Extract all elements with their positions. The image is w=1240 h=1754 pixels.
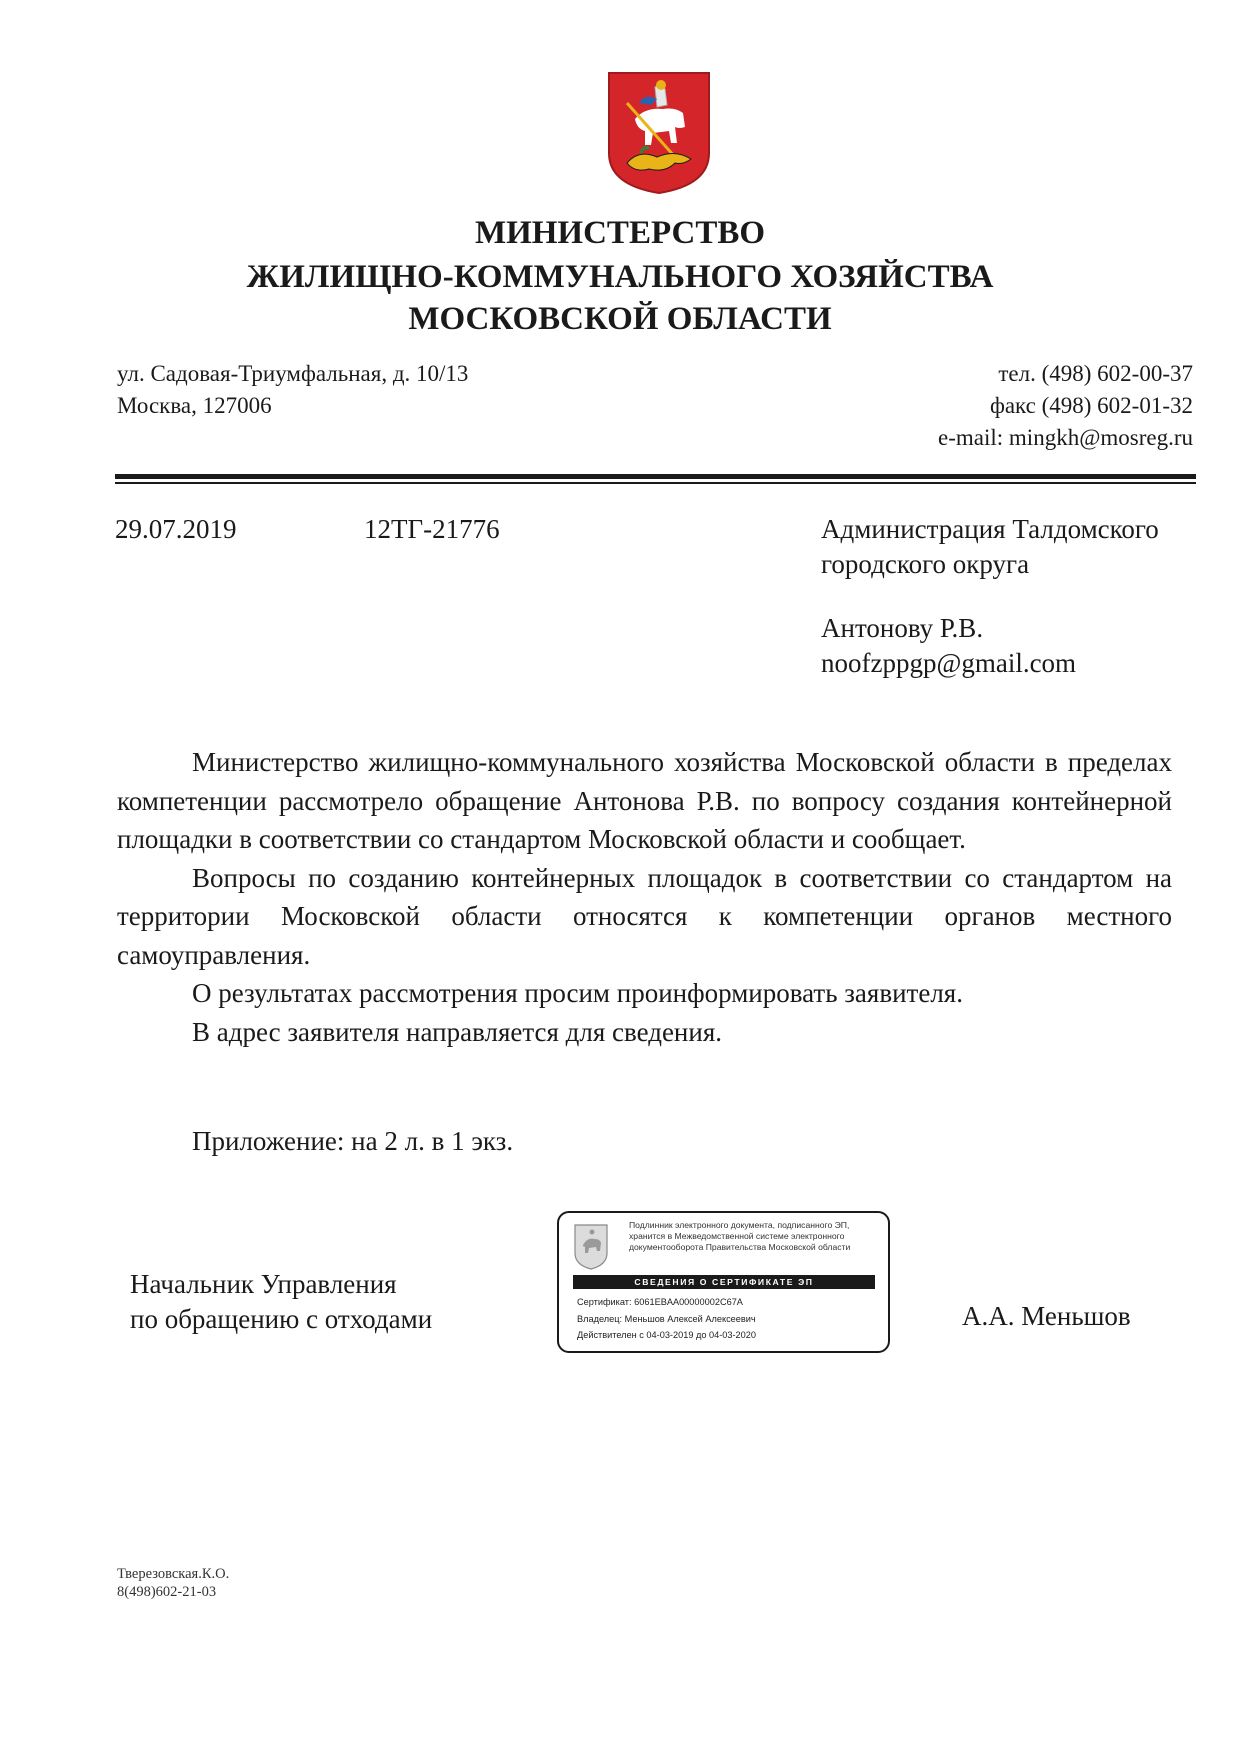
ministry-title-line-3: МОСКОВСКОЙ ОБЛАСТИ [408,301,832,337]
recipient-email: noofzppgp@gmail.com [821,648,1077,678]
stamp-validity: Действителен с 04-03-2019 до 04-03-2020 [577,1330,756,1340]
document-date: 29.07.2019 [115,514,237,544]
header-divider-thick [115,474,1196,479]
electronic-signature-stamp [557,1211,890,1353]
fax: факс (498) 602-01-32 [989,393,1193,418]
address-city: Москва, 127006 [117,393,272,418]
registration-number: 12ТГ-21776 [364,514,500,544]
signatory-position-line-1: Начальник Управления [130,1269,397,1299]
executor-phone: 8(498)602-21-03 [117,1584,217,1600]
recipient-name: Антонову Р.В. [821,613,984,643]
contact-info [793,358,1193,454]
body-paragraph: Министерство жилищно-коммунального хозяйства Московской области в пределах компетенции рассмотрело обращение Антонова Р.В. по вопросу создания контейнерной площадки в соответствии со стандартом Московской области и сообщает. [117,747,1172,854]
stamp-coat-of-arms-icon [573,1223,609,1271]
stamp-note [629,1220,884,1253]
stamp-note-line-3: документооборота Правительства Московской области [629,1242,851,1252]
recipient-org-line-2: городского округа [821,549,1030,579]
recipient-organization [821,512,1159,582]
body-paragraph: О результатах рассмотрения просим проинформировать заявителя. [192,978,963,1008]
executor-name: Тверезовская.К.О. [117,1566,230,1582]
letter-body [117,743,1172,1051]
address-street: ул. Садовая-Триумфальная, д. 10/13 [117,361,469,386]
recipient-person [821,611,1076,681]
stamp-note-line-1: Подлинник электронного документа, подписанного ЭП, [629,1220,850,1230]
coat-of-arms-icon [605,69,713,195]
email: e-mail: mingkh@mosreg.ru [938,425,1193,450]
signatory-position-line-2: по обращению с отходами [130,1304,433,1334]
body-paragraph: Вопросы по созданию контейнерных площадок в соответствии со стандартом на территории Московской области относятся к компетенции органов местного самоуправления. [117,862,1172,970]
header-divider-thin [115,482,1196,484]
appendix-note: Приложение: на 2 л. в 1 экз. [192,1126,514,1156]
ministry-title-line-1: МИНИСТЕРСТВО [474,215,766,251]
body-paragraph: В адрес заявителя направляется для сведения. [192,1016,722,1047]
recipient-org-line-1: Администрация Талдомского [821,514,1159,544]
executor-info [117,1565,229,1601]
phone: тел. (498) 602-00-37 [998,361,1193,386]
stamp-note-line-2: хранится в Межведомственной системе электронного [629,1231,845,1241]
ministry-title-line-2: ЖИЛИЩНО-КОММУНАЛЬНОГО ХОЗЯЙСТВА [246,259,994,295]
postal-address [117,358,468,422]
stamp-certificate-header: СВЕДЕНИЯ О СЕРТИФИКАТЕ ЭП [573,1275,875,1289]
signatory-position [130,1267,432,1337]
stamp-owner: Владелец: Меньшов Алексей Алексеевич [577,1314,756,1324]
signatory-name: А.А. Меньшов [962,1301,1131,1331]
stamp-certificate-number: Сертификат: 6061EBAA00000002C67A [577,1297,743,1307]
